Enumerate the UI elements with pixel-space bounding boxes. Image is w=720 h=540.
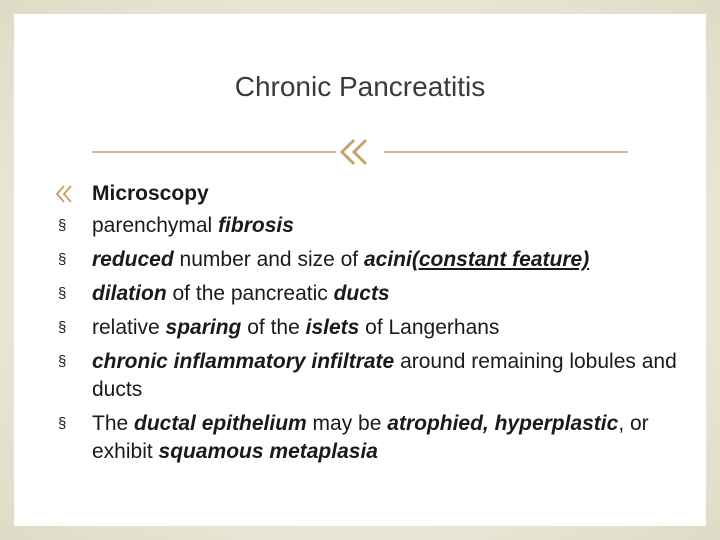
bullet-text-segment: of the pancreatic: [166, 282, 334, 305]
slide-content: [54, 180, 694, 472]
bullet-item: [54, 212, 694, 240]
bullet-text-segment: (constant feature): [411, 248, 590, 271]
bullet-text-segment: chronic inflammatory infiltrate: [92, 350, 395, 373]
bullet-marker: §: [58, 415, 67, 432]
bullet-text-segment: islets: [305, 316, 360, 339]
bullet-text-segment: may be: [306, 412, 388, 435]
bullet-item: [54, 314, 694, 342]
bullet-text-segment: of the: [241, 316, 306, 339]
slide-title: Chronic Pancreatitis: [234, 71, 486, 102]
bullet-text-segment: The: [92, 412, 135, 435]
bullet-text-segment: squamous metaplasia: [158, 440, 378, 463]
bullet-text-segment: relative: [92, 316, 166, 339]
bullet-list: [54, 212, 694, 466]
bullet-marker: §: [58, 353, 67, 370]
bullet-text-segment: , or exhibit: [92, 412, 649, 463]
bullet-text-segment: ducts: [333, 282, 390, 305]
double-chevron-icon: [342, 140, 366, 164]
bullet-marker: §: [58, 251, 67, 268]
bullet-text-segment: parenchymal: [92, 214, 219, 237]
bullet-marker: §: [58, 319, 67, 336]
bullet-item: [54, 410, 694, 466]
bullet-item: [54, 280, 694, 308]
bullet-text-segment: ductal epithelium: [134, 412, 307, 435]
section-heading-text: Microscopy: [92, 182, 209, 205]
bullet-marker: §: [58, 285, 67, 302]
bullet-item: [54, 348, 694, 404]
bullet-text-segment: fibrosis: [218, 214, 294, 237]
bullet-item: [54, 246, 694, 274]
title-divider: [92, 132, 628, 172]
bullet-text-segment: reduced: [92, 248, 174, 271]
bullet-text-segment: atrophied, hyperplastic: [387, 412, 619, 435]
bullet-text-segment: acini: [363, 248, 412, 271]
bullet-text-segment: around remaining lobules and ducts: [92, 350, 677, 401]
bullet-text-segment: dilation: [92, 282, 167, 305]
section-heading: [54, 180, 694, 210]
double-chevron-bullet-icon: [54, 183, 84, 205]
bullet-text-segment: of Langerhans: [359, 316, 500, 339]
bullet-marker: §: [58, 217, 67, 234]
bullet-text-segment: number and size of: [173, 248, 364, 271]
bullet-text-segment: sparing: [165, 316, 242, 339]
